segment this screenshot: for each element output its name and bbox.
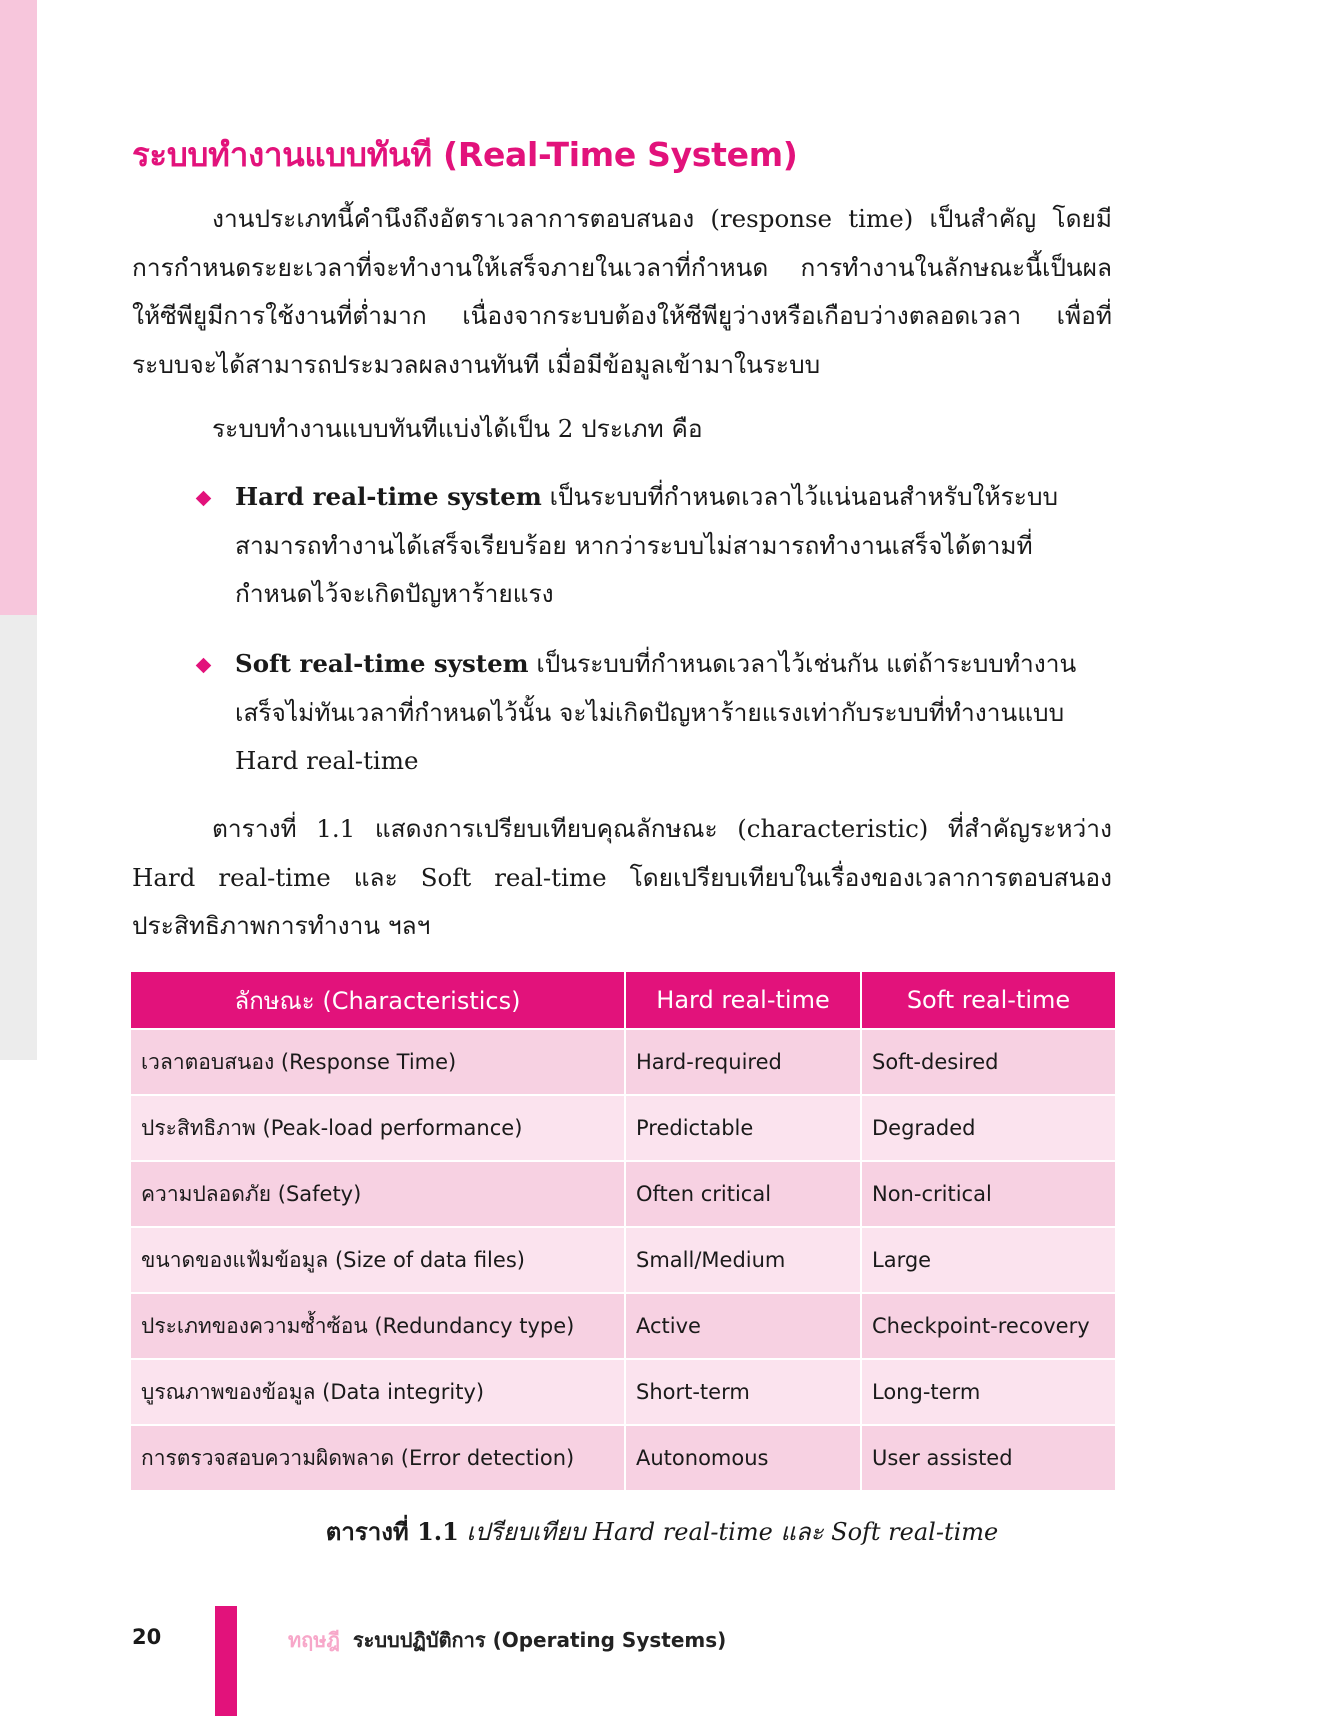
cell-hard: Active bbox=[625, 1293, 861, 1359]
paragraph-line: ประสิทธิภาพการทำงาน ฯลฯ bbox=[132, 911, 431, 940]
paragraph-line: ตารางที่ 1.1 แสดงการเปรียบเทียบคุณลักษณะ (characteristic) ที่สำคัญระหว่าง bbox=[212, 814, 1112, 843]
cell-hard: Predictable bbox=[625, 1095, 861, 1161]
cell-soft: Degraded bbox=[861, 1095, 1115, 1161]
bullet-line: เสร็จไม่ทันเวลาที่กำหนดไว้นั้น จะไม่เกิดปัญหาร้ายแรงเท่ากับระบบที่ทำงานแบบ bbox=[235, 697, 1065, 727]
caption-text: เปรียบเทียบ Hard real-time และ Soft real-time bbox=[466, 1518, 999, 1546]
table-row bbox=[131, 1425, 1115, 1490]
cell-characteristic: ความปลอดภัย (Safety) bbox=[131, 1161, 625, 1227]
table-row bbox=[131, 1029, 1115, 1095]
caption-number: ตารางที่ 1.1 bbox=[325, 1517, 459, 1546]
page-number: 20 bbox=[132, 1625, 162, 1649]
cell-hard: Hard-required bbox=[625, 1029, 861, 1095]
cell-hard: Autonomous bbox=[625, 1425, 861, 1490]
types-intro bbox=[212, 405, 1112, 454]
table-caption bbox=[0, 1512, 1324, 1551]
cell-soft: User assisted bbox=[861, 1425, 1115, 1490]
bullet-line: สามารถทำงานได้เสร็จเรียบร้อย หากว่าระบบไม่สามารถทำงานเสร็จได้ตามที่ bbox=[235, 530, 1033, 560]
bullet-line: Hard real-time bbox=[235, 746, 419, 775]
cell-characteristic: การตรวจสอบความผิดพลาด (Error detection) bbox=[131, 1425, 625, 1490]
section-heading: ระบบทำงานแบบทันที (Real-Time System) bbox=[132, 135, 798, 174]
cell-characteristic: ขนาดของแฟ้มข้อมูล (Size of data files) bbox=[131, 1227, 625, 1293]
cell-characteristic: บูรณภาพของข้อมูล (Data integrity) bbox=[131, 1359, 625, 1425]
header-hard-real-time: Hard real-time bbox=[625, 972, 861, 1029]
header-soft-real-time: Soft real-time bbox=[861, 972, 1115, 1029]
bullet-line: กำหนดไว้จะเกิดปัญหาร้ายแรง bbox=[235, 579, 554, 608]
paragraph-line: งานประเภทนี้คำนึงถึงอัตราเวลาการตอบสนอง (response time) เป็นสำคัญ โดยมี bbox=[212, 204, 1112, 233]
table-row bbox=[131, 1293, 1115, 1359]
bullet-term: Soft real-time system bbox=[235, 649, 529, 678]
diamond-bullet-icon bbox=[196, 658, 212, 674]
footer-accent-bar bbox=[215, 1606, 237, 1716]
cell-soft: Checkpoint-recovery bbox=[861, 1293, 1115, 1359]
side-tab-pink bbox=[0, 0, 37, 615]
side-tab-grey bbox=[0, 615, 37, 1060]
cell-soft: Long-term bbox=[861, 1359, 1115, 1425]
table-row bbox=[131, 1359, 1115, 1425]
table-intro-paragraph bbox=[132, 805, 1112, 951]
paragraph-line: Hard real-time และ Soft real-time โดยเปรียบเทียบในเรื่องของเวลาการตอบสนอง bbox=[132, 862, 1112, 892]
cell-soft: Soft-desired bbox=[861, 1029, 1115, 1095]
paragraph-line: การกำหนดระยะเวลาที่จะทำงานให้เสร็จภายในเวลาที่กำหนด การทำงานในลักษณะนี้เป็นผล bbox=[132, 252, 1112, 282]
table-row bbox=[131, 1095, 1115, 1161]
cell-characteristic: ประสิทธิภาพ (Peak-load performance) bbox=[131, 1095, 625, 1161]
paragraph-line: ระบบจะได้สามารถประมวลผลงานทันที เมื่อมีข้อมูลเข้ามาในระบบ bbox=[132, 349, 821, 379]
bullet-line bbox=[235, 640, 1080, 689]
footer-book-title: ระบบปฏิบัติการ (Operating Systems) bbox=[352, 1628, 727, 1652]
bullet-term: Hard real-time system bbox=[235, 482, 542, 511]
cell-soft: Large bbox=[861, 1227, 1115, 1293]
table-row bbox=[131, 1227, 1115, 1293]
cell-hard: Small/Medium bbox=[625, 1227, 861, 1293]
comparison-table bbox=[131, 972, 1115, 1490]
table-header-row bbox=[131, 972, 1115, 1029]
intro-paragraph bbox=[132, 195, 1112, 389]
bullet-line bbox=[235, 473, 1080, 522]
bullet-text: เป็นระบบที่กำหนดเวลาไว้เช่นกัน แต่ถ้าระบบทำงาน bbox=[536, 649, 1077, 678]
footer-brand: ทฤษฎี bbox=[288, 1628, 340, 1652]
cell-hard: Often critical bbox=[625, 1161, 861, 1227]
running-footer bbox=[288, 1624, 726, 1656]
header-characteristics: ลักษณะ (Characteristics) bbox=[131, 972, 625, 1029]
diamond-bullet-icon bbox=[196, 491, 212, 507]
cell-characteristic: ประเภทของความซ้ำซ้อน (Redundancy type) bbox=[131, 1293, 625, 1359]
cell-soft: Non-critical bbox=[861, 1161, 1115, 1227]
cell-hard: Short-term bbox=[625, 1359, 861, 1425]
paragraph-line: ระบบทำงานแบบทันทีแบ่งได้เป็น 2 ประเภท คือ bbox=[212, 414, 703, 443]
table-row bbox=[131, 1161, 1115, 1227]
paragraph-line: ให้ซีพียูมีการใช้งานที่ต่ำมาก เนื่องจากระบบต้องให้ซีพียูว่างหรือเกือบว่างตลอดเวลา เพื่อที่ bbox=[132, 301, 1112, 330]
bullet-text: เป็นระบบที่กำหนดเวลาไว้แน่นอนสำหรับให้ระบบ bbox=[549, 482, 1059, 511]
cell-characteristic: เวลาตอบสนอง (Response Time) bbox=[131, 1029, 625, 1095]
